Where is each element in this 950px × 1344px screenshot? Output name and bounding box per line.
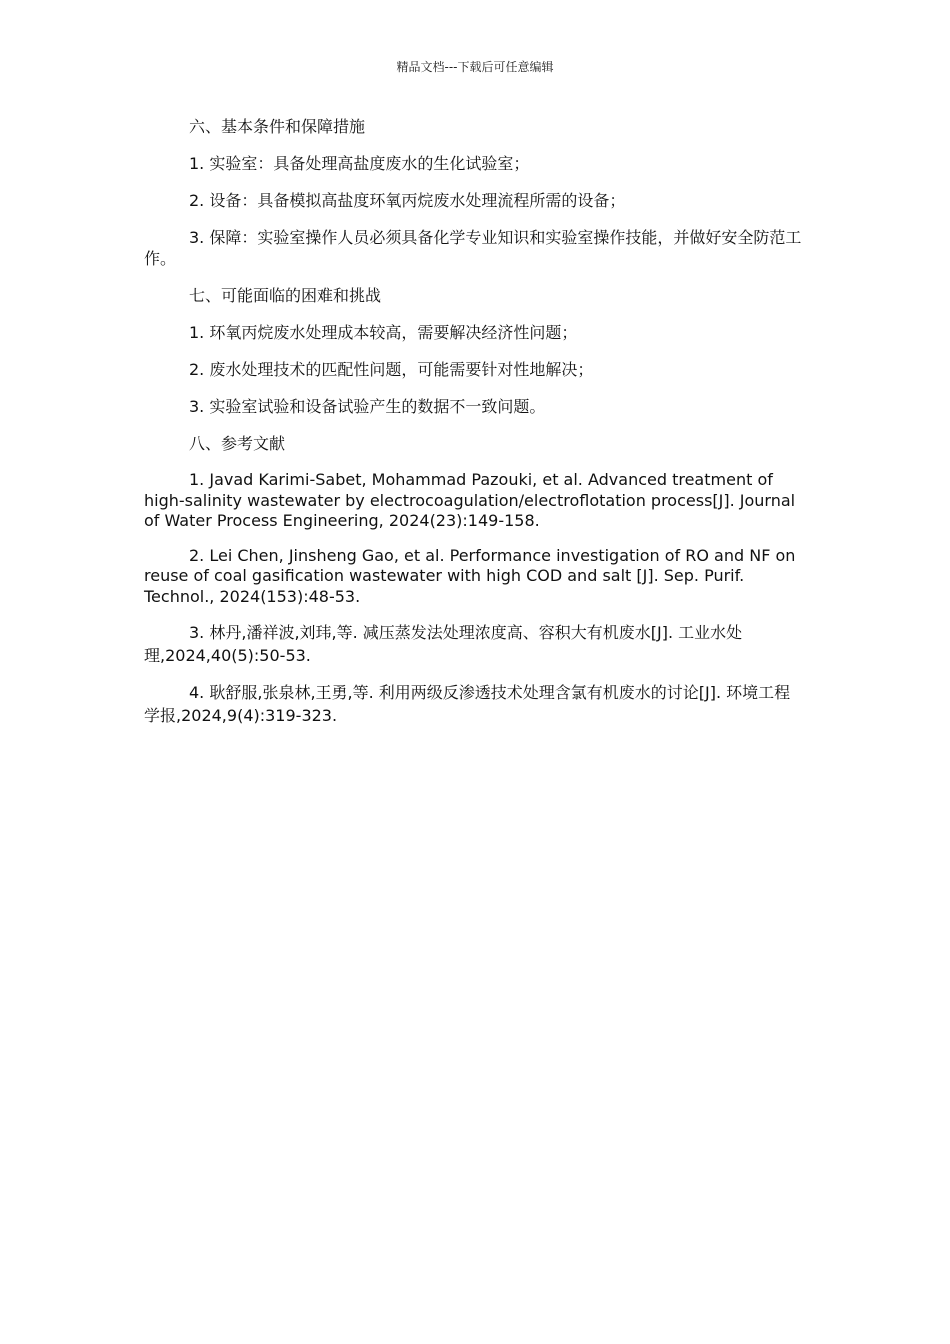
document-body bbox=[144, 116, 806, 741]
reference-item: 1. Javad Karimi-Sabet, Mohammad Pazouki, et al. Advanced treatment of high-salinity wastewater by electrocoagulation/electroflotation process[J]. Journal of Water Process Engineering, 2024(23):149-158. bbox=[144, 470, 796, 530]
section-heading-7: 七、可能面临的困难和挑战 bbox=[189, 286, 382, 305]
section-heading-8: 八、参考文献 bbox=[189, 434, 286, 453]
section6-item-1: 1. 实验室：具备处理高盐度废水的生化试验室； bbox=[189, 154, 530, 173]
page-header: 精品文档---下载后可任意编辑 bbox=[396, 60, 554, 74]
section6-item-3: 3. 保障：实验室操作人员必须具备化学专业知识和实验室操作技能，并做好安全防范工作。 bbox=[144, 228, 802, 268]
section7-item-3: 3. 实验室试验和设备试验产生的数据不一致问题。 bbox=[189, 397, 546, 416]
section7-item-1: 1. 环氧丙烷废水处理成本较高，需要解决经济性问题； bbox=[189, 323, 578, 342]
reference-item: 4. 耿舒服,张泉林,王勇,等. 利用两级反渗透技术处理含氯有机废水的讨论[J]. 环境工程学报,2024,9(4):319-323. bbox=[144, 683, 791, 725]
section6-item-2: 2. 设备：具备模拟高盐度环氧丙烷废水处理流程所需的设备； bbox=[189, 191, 626, 210]
reference-item: 3. 林丹,潘祥波,刘玮,等. 减压蒸发法处理浓度高、容积大有机废水[J]. 工业水处理,2024,40(5):50-53. bbox=[144, 623, 743, 665]
reference-item: 2. Lei Chen, Jinsheng Gao, et al. Performance investigation of RO and NF on reuse of coal gasification wastewater with high COD and salt [J]. Sep. Purif. Technol., 2024(153):48-53. bbox=[144, 545, 796, 606]
section7-item-2: 2. 废水处理技术的匹配性问题，可能需要针对性地解决； bbox=[189, 360, 594, 379]
section-heading-6: 六、基本条件和保障措施 bbox=[189, 117, 366, 136]
